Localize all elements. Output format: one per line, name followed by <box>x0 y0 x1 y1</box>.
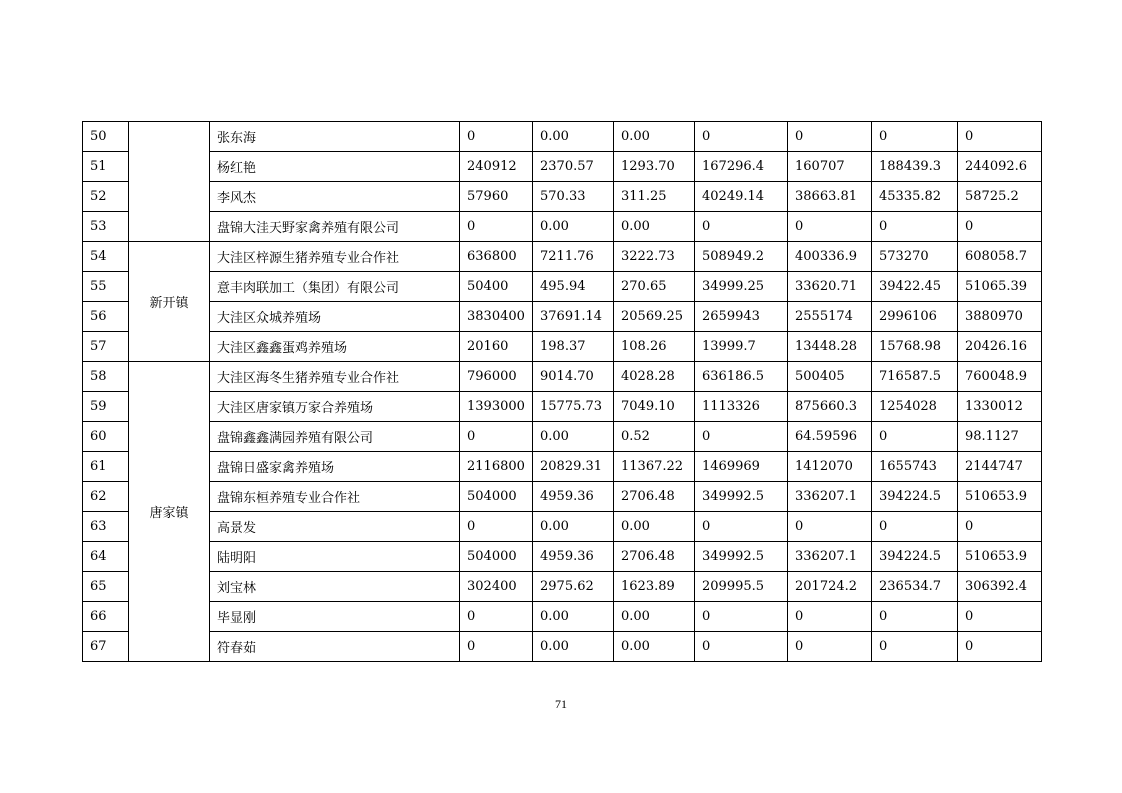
value-cell: 2975.62 <box>533 572 614 602</box>
value-cell: 0 <box>695 422 788 452</box>
row-number: 60 <box>83 422 129 452</box>
entity-name: 盘锦日盛家禽养殖场 <box>210 452 460 482</box>
value-cell: 2116800 <box>460 452 533 482</box>
town-cell: 唐家镇 <box>129 362 210 662</box>
value-cell: 0 <box>460 632 533 662</box>
value-cell: 0 <box>872 212 958 242</box>
value-cell: 9014.70 <box>533 362 614 392</box>
value-cell: 3830400 <box>460 302 533 332</box>
value-cell: 0.00 <box>614 512 695 542</box>
value-cell: 188439.3 <box>872 152 958 182</box>
value-cell: 1623.89 <box>614 572 695 602</box>
value-cell: 0 <box>872 632 958 662</box>
entity-name: 张东海 <box>210 122 460 152</box>
value-cell: 500405 <box>788 362 872 392</box>
value-cell: 0.00 <box>614 632 695 662</box>
row-number: 62 <box>83 482 129 512</box>
value-cell: 209995.5 <box>695 572 788 602</box>
value-cell: 20160 <box>460 332 533 362</box>
value-cell: 37691.14 <box>533 302 614 332</box>
value-cell: 0.00 <box>614 602 695 632</box>
value-cell: 1293.70 <box>614 152 695 182</box>
entity-name: 李风杰 <box>210 182 460 212</box>
value-cell: 167296.4 <box>695 152 788 182</box>
table-row <box>83 272 1042 302</box>
row-number: 58 <box>83 362 129 392</box>
value-cell: 2706.48 <box>614 542 695 572</box>
value-cell: 38663.81 <box>788 182 872 212</box>
value-cell: 2996106 <box>872 302 958 332</box>
table-row <box>83 512 1042 542</box>
value-cell: 3880970 <box>958 302 1042 332</box>
table-row <box>83 422 1042 452</box>
value-cell: 0 <box>958 602 1042 632</box>
value-cell: 0 <box>460 122 533 152</box>
value-cell: 11367.22 <box>614 452 695 482</box>
entity-name: 高景发 <box>210 512 460 542</box>
table-row <box>83 122 1042 152</box>
value-cell: 33620.71 <box>788 272 872 302</box>
value-cell: 236534.7 <box>872 572 958 602</box>
value-cell: 50400 <box>460 272 533 302</box>
value-cell: 0 <box>788 122 872 152</box>
value-cell: 311.25 <box>614 182 695 212</box>
value-cell: 394224.5 <box>872 482 958 512</box>
value-cell: 0.52 <box>614 422 695 452</box>
value-cell: 2555174 <box>788 302 872 332</box>
table-row <box>83 392 1042 422</box>
entity-name: 大洼区鑫鑫蛋鸡养殖场 <box>210 332 460 362</box>
value-cell: 20829.31 <box>533 452 614 482</box>
value-cell: 7211.76 <box>533 242 614 272</box>
value-cell: 4959.36 <box>533 482 614 512</box>
value-cell: 39422.45 <box>872 272 958 302</box>
row-number: 66 <box>83 602 129 632</box>
value-cell: 0 <box>872 602 958 632</box>
value-cell: 270.65 <box>614 272 695 302</box>
row-number: 53 <box>83 212 129 242</box>
value-cell: 400336.9 <box>788 242 872 272</box>
value-cell: 4028.28 <box>614 362 695 392</box>
value-cell: 636186.5 <box>695 362 788 392</box>
value-cell: 2144747 <box>958 452 1042 482</box>
entity-name: 盘锦鑫鑫满园养殖有限公司 <box>210 422 460 452</box>
entity-name: 大洼区海冬生猪养殖专业合作社 <box>210 362 460 392</box>
table-row <box>83 152 1042 182</box>
value-cell: 1393000 <box>460 392 533 422</box>
row-number: 55 <box>83 272 129 302</box>
value-cell: 0 <box>460 512 533 542</box>
value-cell: 58725.2 <box>958 182 1042 212</box>
table-row <box>83 542 1042 572</box>
value-cell: 0 <box>788 602 872 632</box>
value-cell: 0 <box>872 422 958 452</box>
value-cell: 1330012 <box>958 392 1042 422</box>
value-cell: 160707 <box>788 152 872 182</box>
value-cell: 510653.9 <box>958 542 1042 572</box>
table-row <box>83 302 1042 332</box>
value-cell: 0.00 <box>533 122 614 152</box>
table-row <box>83 632 1042 662</box>
value-cell: 0 <box>872 512 958 542</box>
entity-name: 毕显刚 <box>210 602 460 632</box>
value-cell: 0 <box>958 122 1042 152</box>
value-cell: 0.00 <box>533 422 614 452</box>
value-cell: 306392.4 <box>958 572 1042 602</box>
value-cell: 349992.5 <box>695 482 788 512</box>
value-cell: 20569.25 <box>614 302 695 332</box>
value-cell: 0.00 <box>533 632 614 662</box>
value-cell: 336207.1 <box>788 482 872 512</box>
data-table <box>82 121 1042 662</box>
row-number: 54 <box>83 242 129 272</box>
value-cell: 98.1127 <box>958 422 1042 452</box>
row-number: 52 <box>83 182 129 212</box>
table-row <box>83 572 1042 602</box>
value-cell: 0.00 <box>533 212 614 242</box>
value-cell: 4959.36 <box>533 542 614 572</box>
entity-name: 大洼区梓源生猪养殖专业合作社 <box>210 242 460 272</box>
value-cell: 302400 <box>460 572 533 602</box>
value-cell: 608058.7 <box>958 242 1042 272</box>
value-cell: 349992.5 <box>695 542 788 572</box>
value-cell: 34999.25 <box>695 272 788 302</box>
value-cell: 0 <box>788 212 872 242</box>
value-cell: 0 <box>460 602 533 632</box>
entity-name: 盘锦东桓养殖专业合作社 <box>210 482 460 512</box>
entity-name: 大洼区众城养殖场 <box>210 302 460 332</box>
value-cell: 0 <box>872 122 958 152</box>
table-row <box>83 182 1042 212</box>
value-cell: 13448.28 <box>788 332 872 362</box>
row-number: 59 <box>83 392 129 422</box>
value-cell: 0.00 <box>533 512 614 542</box>
table-row <box>83 242 1042 272</box>
entity-name: 刘宝林 <box>210 572 460 602</box>
entity-name: 符春茹 <box>210 632 460 662</box>
value-cell: 510653.9 <box>958 482 1042 512</box>
town-cell <box>129 122 210 242</box>
value-cell: 495.94 <box>533 272 614 302</box>
value-cell: 0.00 <box>614 122 695 152</box>
value-cell: 0.00 <box>533 602 614 632</box>
value-cell: 1469969 <box>695 452 788 482</box>
value-cell: 716587.5 <box>872 362 958 392</box>
value-cell: 796000 <box>460 362 533 392</box>
value-cell: 504000 <box>460 542 533 572</box>
value-cell: 0 <box>460 212 533 242</box>
page-number: 71 <box>555 697 567 711</box>
table-row <box>83 452 1042 482</box>
value-cell: 636800 <box>460 242 533 272</box>
value-cell: 45335.82 <box>872 182 958 212</box>
row-number: 65 <box>83 572 129 602</box>
value-cell: 0 <box>958 512 1042 542</box>
value-cell: 201724.2 <box>788 572 872 602</box>
value-cell: 0 <box>695 122 788 152</box>
row-number: 57 <box>83 332 129 362</box>
entity-name: 意丰肉联加工（集团）有限公司 <box>210 272 460 302</box>
value-cell: 13999.7 <box>695 332 788 362</box>
row-number: 61 <box>83 452 129 482</box>
town-cell: 新开镇 <box>129 242 210 362</box>
row-number: 51 <box>83 152 129 182</box>
table-row <box>83 482 1042 512</box>
value-cell: 1412070 <box>788 452 872 482</box>
value-cell: 570.33 <box>533 182 614 212</box>
value-cell: 2706.48 <box>614 482 695 512</box>
value-cell: 760048.9 <box>958 362 1042 392</box>
value-cell: 1655743 <box>872 452 958 482</box>
value-cell: 15768.98 <box>872 332 958 362</box>
value-cell: 0 <box>695 602 788 632</box>
value-cell: 2659943 <box>695 302 788 332</box>
table-row <box>83 332 1042 362</box>
row-number: 50 <box>83 122 129 152</box>
value-cell: 3222.73 <box>614 242 695 272</box>
entity-name: 盘锦大洼天野家禽养殖有限公司 <box>210 212 460 242</box>
value-cell: 394224.5 <box>872 542 958 572</box>
value-cell: 64.59596 <box>788 422 872 452</box>
value-cell: 15775.73 <box>533 392 614 422</box>
table-body <box>83 122 1042 662</box>
row-number: 56 <box>83 302 129 332</box>
value-cell: 240912 <box>460 152 533 182</box>
value-cell: 504000 <box>460 482 533 512</box>
value-cell: 875660.3 <box>788 392 872 422</box>
entity-name: 大洼区唐家镇万家合养殖场 <box>210 392 460 422</box>
value-cell: 508949.2 <box>695 242 788 272</box>
value-cell: 336207.1 <box>788 542 872 572</box>
entity-name: 陆明阳 <box>210 542 460 572</box>
value-cell: 108.26 <box>614 332 695 362</box>
row-number: 63 <box>83 512 129 542</box>
value-cell: 0.00 <box>614 212 695 242</box>
value-cell: 0 <box>695 212 788 242</box>
row-number: 67 <box>83 632 129 662</box>
table-row <box>83 602 1042 632</box>
value-cell: 244092.6 <box>958 152 1042 182</box>
value-cell: 20426.16 <box>958 332 1042 362</box>
table-row <box>83 362 1042 392</box>
value-cell: 0 <box>460 422 533 452</box>
entity-name: 杨红艳 <box>210 152 460 182</box>
value-cell: 40249.14 <box>695 182 788 212</box>
row-number: 64 <box>83 542 129 572</box>
value-cell: 0 <box>695 632 788 662</box>
value-cell: 51065.39 <box>958 272 1042 302</box>
value-cell: 0 <box>788 632 872 662</box>
value-cell: 0 <box>695 512 788 542</box>
value-cell: 0 <box>788 512 872 542</box>
value-cell: 1113326 <box>695 392 788 422</box>
value-cell: 198.37 <box>533 332 614 362</box>
value-cell: 2370.57 <box>533 152 614 182</box>
value-cell: 7049.10 <box>614 392 695 422</box>
value-cell: 0 <box>958 632 1042 662</box>
value-cell: 573270 <box>872 242 958 272</box>
value-cell: 57960 <box>460 182 533 212</box>
table-row <box>83 212 1042 242</box>
value-cell: 0 <box>958 212 1042 242</box>
value-cell: 1254028 <box>872 392 958 422</box>
